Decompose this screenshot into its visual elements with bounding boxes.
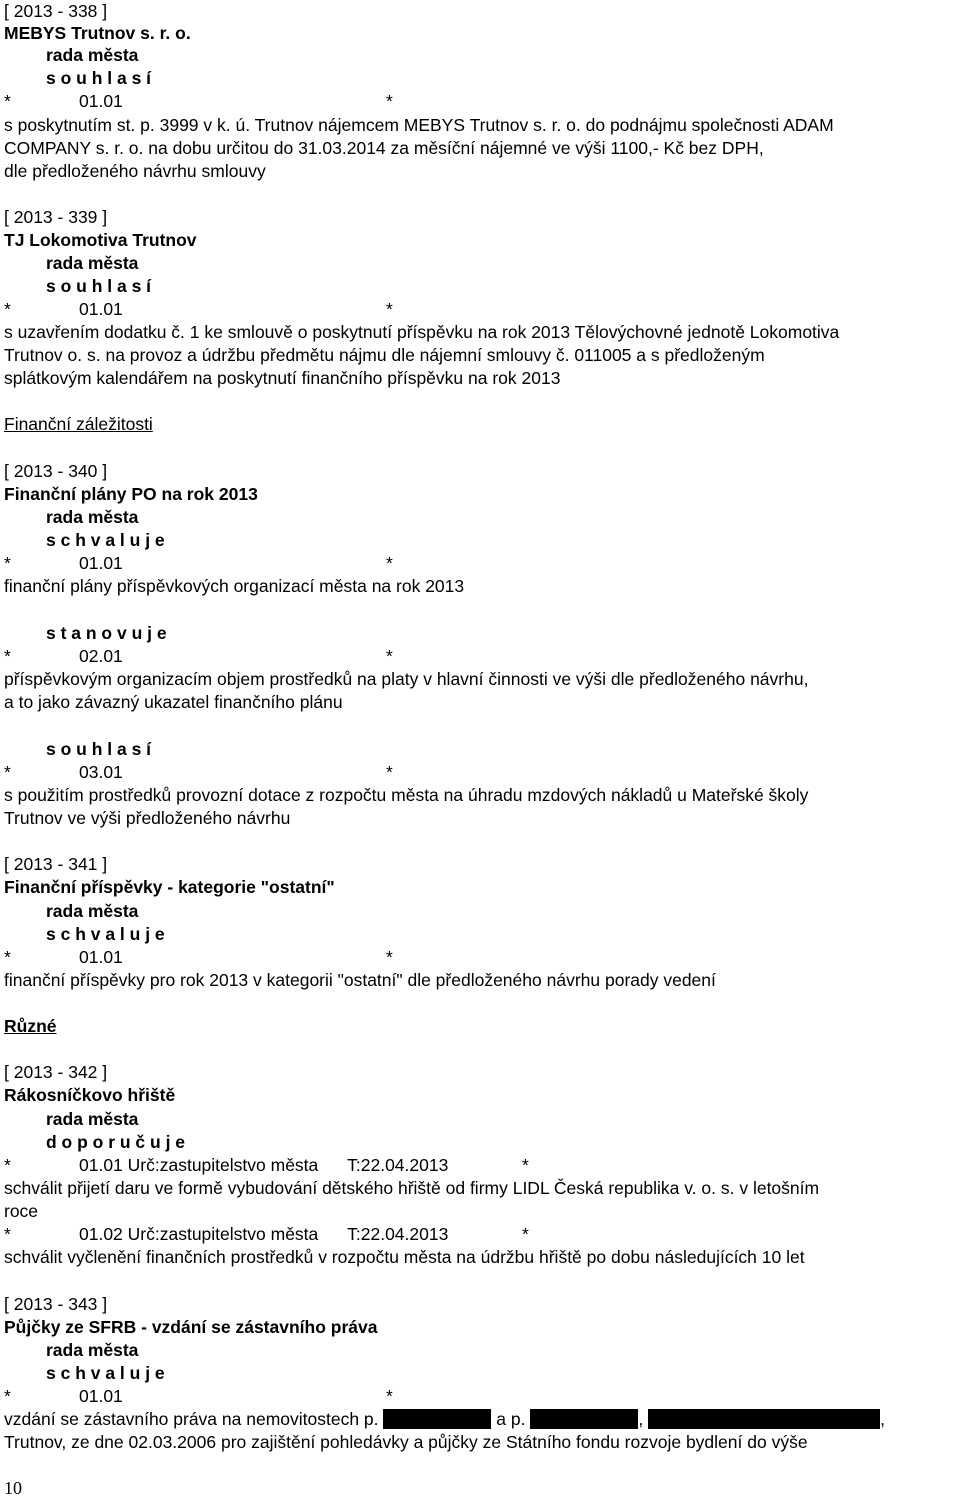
star-marker: * — [386, 299, 393, 319]
resolution-text: s použitím prostředků provozní dotace z rozpočtu města na úhradu mzdových nákladů u Mateřské školy — [4, 785, 809, 805]
resolution-verb: s o u h l a s í — [46, 276, 152, 296]
resolution-body: rada města — [46, 901, 139, 921]
resolution-text: finanční plány příspěvkových organizací města na rok 2013 — [4, 576, 465, 596]
section-heading: Finanční záležitosti — [4, 414, 153, 434]
resolution-text: COMPANY s. r. o. na dobu určitou do 31.03.2014 za měsíční nájemné ve výši 1100,- Kč bez DPH, — [4, 138, 764, 158]
resolution-text: finanční příspěvky pro rok 2013 v kategorii "ostatní" dle předloženého návrhu porady vedení — [4, 970, 716, 990]
resolution-body: rada města — [46, 45, 139, 65]
resolution-title: TJ Lokomotiva Trutnov — [4, 230, 197, 250]
resolution-ref: [ 2013 - 338 ] — [4, 1, 108, 21]
item-number-row — [4, 645, 404, 667]
star-marker: * — [522, 1155, 529, 1175]
redaction-block — [383, 1409, 491, 1429]
resolution-body: rada města — [46, 253, 139, 273]
resolution-text: příspěvkovým organizacím objem prostředků na platy v hlavní činnosti ve výši dle předloženého návrhu, — [4, 669, 809, 689]
star-marker: * — [4, 646, 11, 666]
page-number: 10 — [4, 1478, 22, 1498]
star-marker: * — [4, 299, 11, 319]
resolution-ref: [ 2013 - 341 ] — [4, 854, 108, 874]
resolution-body: rada města — [46, 507, 139, 527]
resolution-verb: d o p o r u č u j e — [46, 1132, 186, 1152]
star-marker: * — [386, 1386, 393, 1406]
star-marker: * — [386, 91, 393, 111]
star-marker: * — [4, 1386, 11, 1406]
star-marker: * — [4, 947, 11, 967]
resolution-title: Rákosníčkovo hřiště — [4, 1085, 176, 1105]
resolution-verb: s t a n o v u j e — [46, 623, 167, 643]
resolution-verb: s o u h l a s í — [46, 739, 152, 759]
resolution-text: dle předloženého návrhu smlouvy — [4, 161, 266, 181]
resolution-ref: [ 2013 - 340 ] — [4, 461, 108, 481]
resolution-body: rada města — [46, 1109, 139, 1129]
star-marker: * — [4, 553, 11, 573]
item-number: 02.01 — [79, 646, 123, 666]
star-marker: * — [4, 762, 11, 782]
item-number: 01.01 — [79, 1386, 123, 1406]
resolution-text: schválit přijetí daru ve formě vybudování dětského hřiště od firmy LIDL Česká republika v. o. s. v letošním — [4, 1178, 820, 1198]
item-number-row — [4, 1154, 544, 1176]
resolution-ref: [ 2013 - 342 ] — [4, 1062, 108, 1082]
star-marker: * — [4, 91, 11, 111]
item-number-due: 01.02 Urč:zastupitelstvo města T:22.04.2013 — [79, 1224, 449, 1244]
resolution-title: Finanční plány PO na rok 2013 — [4, 484, 258, 504]
resolution-verb: s c h v a l u j e — [46, 1363, 165, 1383]
section-heading: Různé — [4, 1016, 57, 1036]
item-number: 01.01 — [79, 91, 123, 111]
star-marker: * — [4, 1155, 11, 1175]
resolution-text: schválit vyčlenění finančních prostředků v rozpočtu města na údržbu hřiště po dobu následujících 10 let — [4, 1247, 805, 1267]
star-marker: * — [522, 1224, 529, 1244]
item-number-row — [4, 1223, 544, 1245]
item-number-row — [4, 1385, 404, 1407]
resolution-text: Trutnov, ze dne 02.03.2006 pro zajištění pohledávky a půjčky ze Státního fondu rozvoje bydlení do výše — [4, 1432, 808, 1452]
resolution-verb: s o u h l a s í — [46, 68, 152, 88]
item-number-row — [4, 552, 404, 574]
resolution-text: Trutnov ve výši předloženého návrhu — [4, 808, 291, 828]
resolution-text-redacted: vzdání se zástavního práva na nemovitostech p. a p. , , — [4, 1409, 885, 1429]
resolution-text: Trutnov o. s. na provoz a údržbu předmětu nájmu dle nájemní smlouvy č. 011005 a s předloženým — [4, 345, 765, 365]
item-number-due: 01.01 Urč:zastupitelstvo města T:22.04.2013 — [79, 1155, 449, 1175]
resolution-ref: [ 2013 - 343 ] — [4, 1294, 108, 1314]
star-marker: * — [386, 646, 393, 666]
resolution-title: MEBYS Trutnov s. r. o. — [4, 23, 191, 43]
item-number-row — [4, 90, 404, 112]
star-marker: * — [4, 1224, 11, 1244]
resolution-text: roce — [4, 1201, 39, 1221]
resolution-text: splátkovým kalendářem na poskytnutí finančního příspěvku na rok 2013 — [4, 368, 561, 388]
resolution-verb: s c h v a l u j e — [46, 530, 165, 550]
resolution-title: Půjčky ze SFRB - vzdání se zástavního práva — [4, 1317, 378, 1337]
star-marker: * — [386, 553, 393, 573]
item-number: 01.01 — [79, 947, 123, 967]
resolution-text: s poskytnutím st. p. 3999 v k. ú. Trutnov nájemcem MEBYS Trutnov s. r. o. do podnájmu společnosti ADAM — [4, 115, 834, 135]
redaction-block — [530, 1409, 638, 1429]
redaction-block — [648, 1409, 880, 1429]
star-marker: * — [386, 762, 393, 782]
item-number: 01.01 — [79, 553, 123, 573]
resolution-title: Finanční příspěvky - kategorie "ostatní" — [4, 877, 335, 897]
resolution-text: a to jako závazný ukazatel finančního plánu — [4, 692, 343, 712]
resolution-ref: [ 2013 - 339 ] — [4, 207, 108, 227]
star-marker: * — [386, 947, 393, 967]
resolution-body: rada města — [46, 1340, 139, 1360]
item-number: 01.01 — [79, 299, 123, 319]
item-number-row — [4, 946, 404, 968]
resolution-verb: s c h v a l u j e — [46, 924, 165, 944]
item-number-row — [4, 298, 404, 320]
item-number-row — [4, 761, 404, 783]
resolution-text: s uzavřením dodatku č. 1 ke smlouvě o poskytnutí příspěvku na rok 2013 Tělovýchovné jednotě Lokomotiva — [4, 322, 840, 342]
item-number: 03.01 — [79, 762, 123, 782]
